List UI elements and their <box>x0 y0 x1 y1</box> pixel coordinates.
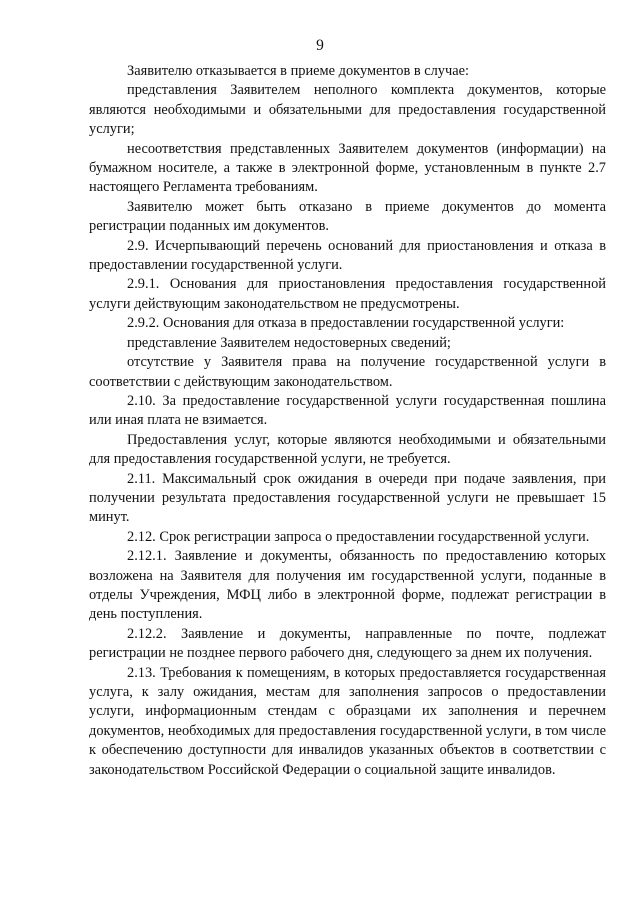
paragraph-nonconforming-documents: несоответствия представленных Заявителем документов (информации) на бумажном носителе, а также в электронной форме, установленным в пункте 2.7 настоящего Регламента требованиям. <box>89 140 606 196</box>
paragraph-false-information: представление Заявителем недостоверных сведений; <box>127 334 451 351</box>
paragraph-2-13: 2.13. Требования к помещениям, в которых предоставляется государственная услуга, к залу ожидания, местам для заполнения запросов о предоставлении услуги, информационным стендам с образцами их заполнения и перечнем документов, необходимых для предоставления государственной услуги, в том числе к обеспечению доступности для инвалидов указанных объектов в соответствии с законодательством Российской Федерации о социальной защите инвалидов. <box>89 664 606 778</box>
paragraph-2-12-2: 2.12.2. Заявление и документы, направленные по почте, подлежат регистрации не позднее первого рабочего дня, следующего за днем их получения. <box>89 625 606 662</box>
paragraph-refusal-before-registration: Заявителю может быть отказано в приеме документов до момента регистрации поданных им документов. <box>89 198 606 235</box>
paragraph-no-right: отсутствие у Заявителя права на получение государственной услуги в соответствии с действующим законодательством. <box>89 354 606 390</box>
page-number: 9 <box>316 37 324 54</box>
paragraph-2-9: 2.9. Исчерпывающий перечень оснований для приостановления и отказа в предоставлении государственной услуги. <box>89 237 606 274</box>
paragraph-incomplete-documents: представления Заявителем неполного комплекта документов, которые являются необходимыми и обязательными для предоставления государственной услуги; <box>89 82 606 138</box>
paragraph-services-not-required: Предоставления услуг, которые являются необходимыми и обязательными для предоставления государственной услуги, не требуется. <box>89 431 606 468</box>
paragraph-2-12-1: 2.12.1. Заявление и документы, обязанность по предоставлению которых возложена на Заявителя для получения им государственной услуги, поданные в отделы Учреждения, МФЦ либо в электронной форме, подлежат регистрации в день поступления. <box>89 548 606 623</box>
paragraph-2-9-1: 2.9.1. Основания для приостановления предоставления государственной услуги действующим законодательством не предусмотрены. <box>89 276 606 312</box>
paragraph-2-11: 2.11. Максимальный срок ожидания в очереди при подаче заявления, при получении результата предоставления государственной услуги не превышает 15 минут. <box>89 470 606 526</box>
document-body <box>89 62 606 780</box>
paragraph-2-9-2: 2.9.2. Основания для отказа в предоставлении государственной услуги: <box>127 315 565 332</box>
paragraph-2-12: 2.12. Срок регистрации запроса о предоставлении государственной услуги. <box>127 528 590 545</box>
paragraph-refusal-intro: Заявителю отказывается в приеме документов в случае: <box>127 63 470 79</box>
paragraph-2-10: 2.10. За предоставление государственной услуги государственная пошлина или иная плата не взимается. <box>89 392 606 429</box>
